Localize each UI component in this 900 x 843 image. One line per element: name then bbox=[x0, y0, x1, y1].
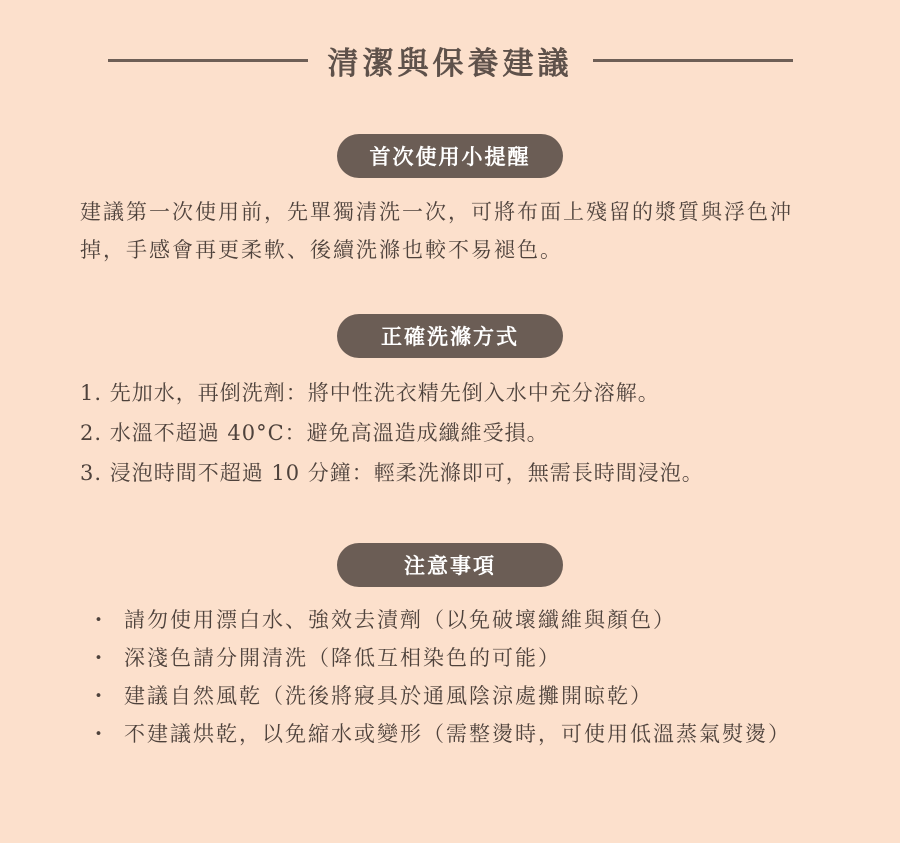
note-text: 深淺色請分開清洗（降低互相染色的可能） bbox=[124, 646, 561, 670]
bullet-icon: ・ bbox=[88, 722, 111, 746]
washing-step: 1. 先加水，再倒洗劑：將中性洗衣精先倒入水中充分溶解。 bbox=[80, 381, 660, 405]
note-text: 不建議烘乾，以免縮水或變形（需整燙時，可使用低溫蒸氣熨燙） bbox=[124, 722, 791, 746]
note-item bbox=[80, 677, 820, 715]
washing-step: 3. 浸泡時間不超過 10 分鐘：輕柔洗滌即可，無需長時間浸泡。 bbox=[80, 461, 704, 485]
page-title: 清潔與保養建議 bbox=[327, 45, 573, 82]
section-heading-first-use: 首次使用小提醒 bbox=[337, 134, 563, 178]
washing-step: 2. 水溫不超過 40°C：避免高溫造成纖維受損。 bbox=[80, 421, 549, 445]
section-heading-washing: 正確洗滌方式 bbox=[337, 314, 563, 358]
first-use-paragraph: 建議第一次使用前，先單獨清洗一次，可將布面上殘留的漿質與浮色沖掉，手感會再更柔軟、後續洗滌也較不易褪色。 bbox=[80, 200, 793, 262]
bullet-icon: ・ bbox=[88, 646, 111, 670]
note-item bbox=[80, 601, 820, 639]
left-divider-line bbox=[108, 59, 308, 62]
bullet-icon: ・ bbox=[88, 608, 111, 632]
right-divider-line bbox=[593, 59, 793, 62]
note-text: 建議自然風乾（洗後將寢具於通風陰涼處攤開晾乾） bbox=[124, 684, 653, 708]
page-header bbox=[0, 34, 900, 86]
washing-steps-list bbox=[80, 373, 840, 493]
section-heading-notes: 注意事項 bbox=[337, 543, 563, 587]
note-item bbox=[80, 715, 820, 753]
note-text: 請勿使用漂白水、強效去漬劑（以免破壞纖維與顏色） bbox=[124, 608, 676, 632]
bullet-icon: ・ bbox=[88, 684, 111, 708]
note-item bbox=[80, 639, 820, 677]
notes-list bbox=[80, 601, 820, 753]
